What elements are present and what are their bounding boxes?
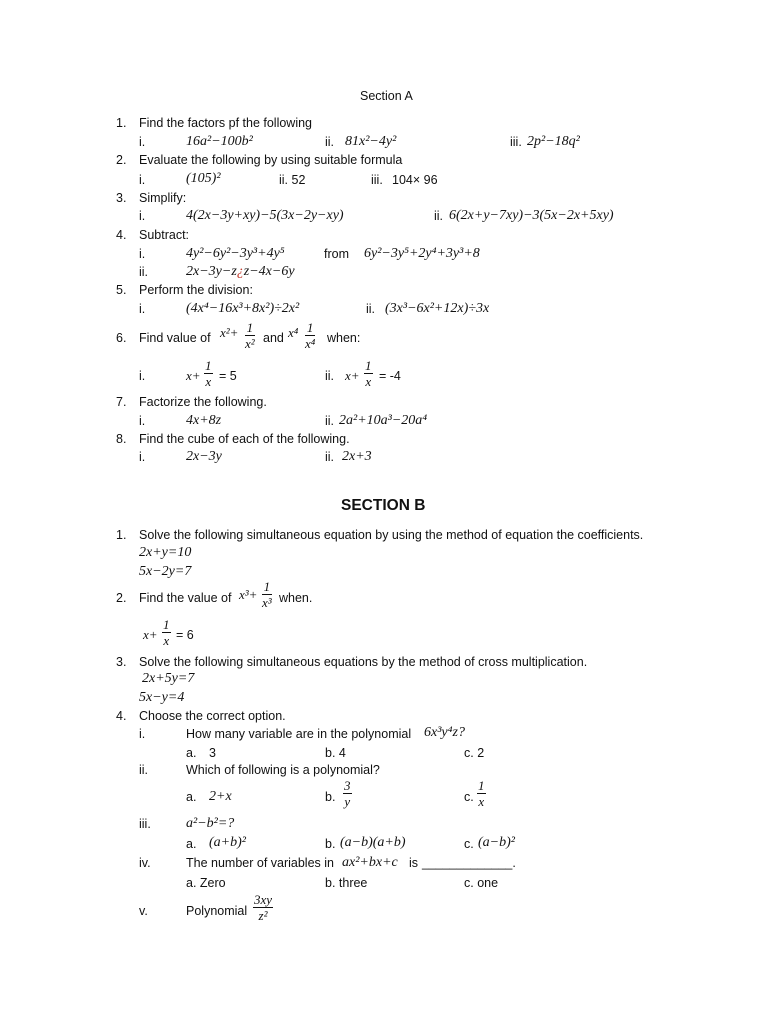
b-q3-eq1: 2x+5y=7 bbox=[142, 671, 195, 686]
b-q4-i-option-a-value: 3 bbox=[209, 746, 216, 760]
a-q2-text: Evaluate the following by using suitable formula bbox=[139, 153, 403, 167]
a-q7-ii-expr: 2a²+10a³−20a⁴ bbox=[339, 413, 428, 428]
a-q6-fraction1 bbox=[245, 321, 255, 350]
b-q4-iii-label: iii. bbox=[139, 817, 151, 831]
b-q4-ii-label: ii. bbox=[139, 763, 149, 777]
a-q6-ii-value: = -4 bbox=[379, 369, 401, 383]
b-q1-eq2: 5x−2y=7 bbox=[139, 564, 192, 579]
b-q4-ii-option-a-label: a. bbox=[186, 790, 197, 804]
a-q4-text: Subtract: bbox=[139, 228, 190, 242]
b-q1-text: Solve the following simultaneous equation by using the method of equation the coefficients. bbox=[139, 528, 644, 542]
a-q8-ii-expr: 2x+3 bbox=[342, 449, 372, 464]
b-q2-cond-fraction-den: x bbox=[163, 633, 170, 648]
section-a-heading: Section A bbox=[360, 89, 413, 103]
a-q1-iii-expr: 2p²−18q² bbox=[527, 134, 580, 149]
a-q4-i-expr2: 6y²−3y⁵+2y⁴+3y³+8 bbox=[364, 246, 480, 261]
b-q1-eq1: 2x+y=10 bbox=[139, 545, 192, 560]
b-q2-text: Find the value of bbox=[139, 591, 232, 605]
b-q4-iv-option-c: c. one bbox=[464, 876, 499, 890]
a-q2-ii: ii. 52 bbox=[279, 173, 306, 187]
b-q4-ii-option-c-label: c. bbox=[464, 790, 474, 804]
a-q6-i-value: = 5 bbox=[219, 369, 237, 383]
b-q4-ii-option-c-den: x bbox=[478, 794, 485, 809]
a-q4-i-label: i. bbox=[139, 247, 146, 261]
a-q6-fraction2-num: 1 bbox=[306, 320, 314, 335]
b-q4-ii-option-b-num: 3 bbox=[344, 778, 351, 793]
a-q1-iii-label: iii. bbox=[510, 135, 522, 149]
a-q2-iii-expr: 104× 96 bbox=[392, 173, 438, 187]
b-q4-i-option-c: c. 2 bbox=[464, 746, 485, 760]
b-q4-ii-text: Which of following is a polynomial? bbox=[186, 763, 380, 777]
b-q4-iii-option-b-value: (a−b)(a+b) bbox=[340, 835, 406, 850]
a-q6-and: and bbox=[263, 331, 284, 345]
a-q6-text: Find value of bbox=[139, 331, 211, 345]
a-q6-fraction1-num: 1 bbox=[246, 320, 254, 335]
b-q2-cond-fraction bbox=[162, 618, 171, 647]
a-q7-i-expr: 4x+8z bbox=[186, 413, 222, 428]
b-q3-text: Solve the following simultaneous equations by the method of cross multiplication. bbox=[139, 655, 588, 669]
a-q6-ii-fraction-num: 1 bbox=[365, 358, 372, 373]
a-q6-fraction2 bbox=[305, 321, 315, 350]
a-q5-i-label: i. bbox=[139, 302, 146, 316]
b-q4-iii-option-a-label: a. bbox=[186, 837, 197, 851]
b-q1-number: 1. bbox=[116, 528, 127, 542]
a-q3-ii-label: ii. bbox=[434, 209, 444, 223]
b-q4-v-label: v. bbox=[139, 904, 148, 918]
section-b-heading: SECTION B bbox=[341, 497, 426, 514]
a-q4-i-expr1: 4y²−6y²−3y³+4y⁵ bbox=[186, 246, 285, 261]
a-q6-i-fraction-den: x bbox=[205, 374, 212, 389]
b-q4-iv-blank: _____________. bbox=[422, 856, 516, 870]
b-q4-i-option-a-label: a. bbox=[186, 746, 197, 760]
b-q4-iii-option-c-label: c. bbox=[464, 837, 474, 851]
a-q1-i-expr: 16a²−100b² bbox=[186, 134, 253, 149]
a-q4-ii-part1: 2x−3y−z bbox=[186, 264, 237, 279]
a-q5-text: Perform the division: bbox=[139, 283, 253, 297]
b-q4-i-option-b: b. 4 bbox=[325, 746, 346, 760]
a-q5-i-expr: (4x⁴−16x³+8x²)÷2x² bbox=[186, 301, 300, 316]
b-q2-x3: x³+ bbox=[239, 587, 258, 602]
a-q4-ii-part2: z−4x−6y bbox=[243, 264, 295, 279]
a-q1-number: 1. bbox=[116, 116, 127, 130]
a-q2-iii-label: iii. bbox=[371, 173, 383, 187]
b-q2-fraction-den: x³ bbox=[262, 595, 272, 610]
a-q8-ii-label: ii. bbox=[325, 450, 335, 464]
b-q4-text: Choose the correct option. bbox=[139, 709, 286, 723]
a-q1-ii-label: ii. bbox=[325, 135, 335, 149]
a-q6-i-fraction-num: 1 bbox=[205, 358, 212, 373]
a-q8-i-expr: 2x−3y bbox=[186, 449, 222, 464]
a-q5-ii-expr: (3x³−6x²+12x)÷3x bbox=[385, 301, 490, 316]
b-q4-i-text: How many variable are in the polynomial bbox=[186, 727, 412, 741]
a-q4-ii-error-glyph: ¿ bbox=[236, 264, 244, 279]
b-q2-when: when. bbox=[279, 591, 313, 605]
b-q3-eq2: 5x−y=4 bbox=[139, 690, 185, 705]
a-q6-fraction2-den: x⁴ bbox=[305, 336, 316, 351]
a-q6-ii-fraction-den: x bbox=[365, 374, 372, 389]
b-q4-ii-option-c-num: 1 bbox=[478, 778, 485, 793]
a-q7-text: Factorize the following. bbox=[139, 395, 267, 409]
b-q4-iv-option-a: a. Zero bbox=[186, 876, 226, 890]
a-q3-i-expr: 4(2x−3y+xy)−5(3x−2y−xy) bbox=[186, 208, 344, 223]
a-q8-number: 8. bbox=[116, 432, 127, 446]
a-q6-expr1: x²+ bbox=[220, 325, 239, 340]
b-q4-iv-expr: ax²+bx+c bbox=[342, 855, 398, 870]
a-q8-i-label: i. bbox=[139, 450, 146, 464]
a-q3-i-label: i. bbox=[139, 209, 146, 223]
b-q4-ii-option-a-value: 2+x bbox=[209, 789, 232, 804]
b-q2-cond-value: = 6 bbox=[176, 628, 194, 642]
a-q1-i-label: i. bbox=[139, 135, 146, 149]
b-q4-ii-option-b-fraction bbox=[343, 779, 352, 808]
b-q2-fraction bbox=[262, 580, 272, 609]
b-q4-v-fraction-num: 3xy bbox=[254, 892, 273, 907]
a-q3-ii-expr: 6(2x+y−7xy)−3(5x−2x+5xy) bbox=[449, 208, 614, 223]
a-q4-ii-label: ii. bbox=[139, 265, 149, 279]
a-q4-ii-expr bbox=[186, 265, 295, 279]
a-q1-ii-expr: 81x²−4y² bbox=[345, 134, 397, 149]
b-q2-cond-x: x+ bbox=[143, 627, 158, 642]
a-q4-number: 4. bbox=[116, 228, 127, 242]
b-q4-ii-option-c-fraction bbox=[477, 779, 486, 808]
b-q4-ii-option-b-label: b. bbox=[325, 790, 336, 804]
a-q6-when: when: bbox=[327, 331, 361, 345]
a-q2-i-expr: (105)² bbox=[186, 171, 221, 186]
a-q6-i-x: x+ bbox=[186, 368, 201, 383]
a-q6-expr2: x⁴ bbox=[288, 325, 299, 340]
a-q6-i-label: i. bbox=[139, 369, 146, 383]
a-q5-number: 5. bbox=[116, 283, 127, 297]
a-q7-i-label: i. bbox=[139, 414, 146, 428]
a-q3-number: 3. bbox=[116, 191, 127, 205]
b-q4-iii-option-a-value: (a+b)² bbox=[209, 835, 246, 850]
b-q4-number: 4. bbox=[116, 709, 127, 723]
b-q4-iii-expr: a²−b²=? bbox=[186, 816, 235, 831]
b-q4-iv-option-b: b. three bbox=[325, 876, 368, 890]
a-q4-i-from: from bbox=[324, 247, 349, 261]
b-q2-number: 2. bbox=[116, 591, 127, 605]
b-q4-iii-option-c-value: (a−b)² bbox=[478, 835, 515, 850]
b-q4-i-expr: 6x³y⁴z? bbox=[424, 725, 465, 740]
a-q6-ii-x: x+ bbox=[345, 368, 360, 383]
a-q7-ii-label: ii. bbox=[325, 414, 335, 428]
b-q4-iv-label: iv. bbox=[139, 856, 151, 870]
a-q6-i-fraction bbox=[204, 359, 213, 388]
a-q6-number: 6. bbox=[116, 331, 127, 345]
a-q6-ii-fraction bbox=[364, 359, 373, 388]
a-q2-i-label: i. bbox=[139, 173, 146, 187]
b-q4-iv-is: is bbox=[409, 856, 419, 870]
b-q4-v-text: Polynomial bbox=[186, 904, 248, 918]
a-q2-number: 2. bbox=[116, 153, 127, 167]
b-q4-iii-option-b-label: b. bbox=[325, 837, 336, 851]
a-q5-ii-label: ii. bbox=[366, 302, 376, 316]
a-q1-text: Find the factors pf the following bbox=[139, 116, 313, 130]
a-q3-text: Simplify: bbox=[139, 191, 187, 205]
a-q6-fraction1-den: x² bbox=[245, 336, 255, 351]
b-q4-v-fraction bbox=[253, 893, 273, 922]
a-q6-ii-label: ii. bbox=[325, 369, 335, 383]
b-q3-number: 3. bbox=[116, 655, 127, 669]
a-q8-text: Find the cube of each of the following. bbox=[139, 432, 350, 446]
b-q4-v-fraction-den: z² bbox=[258, 908, 268, 923]
b-q4-iv-text: The number of variables in bbox=[186, 856, 334, 870]
b-q4-ii-option-b-den: y bbox=[344, 794, 351, 809]
b-q4-i-label: i. bbox=[139, 727, 146, 741]
b-q2-cond-fraction-num: 1 bbox=[163, 617, 170, 632]
a-q7-number: 7. bbox=[116, 395, 127, 409]
b-q2-fraction-num: 1 bbox=[263, 579, 271, 594]
